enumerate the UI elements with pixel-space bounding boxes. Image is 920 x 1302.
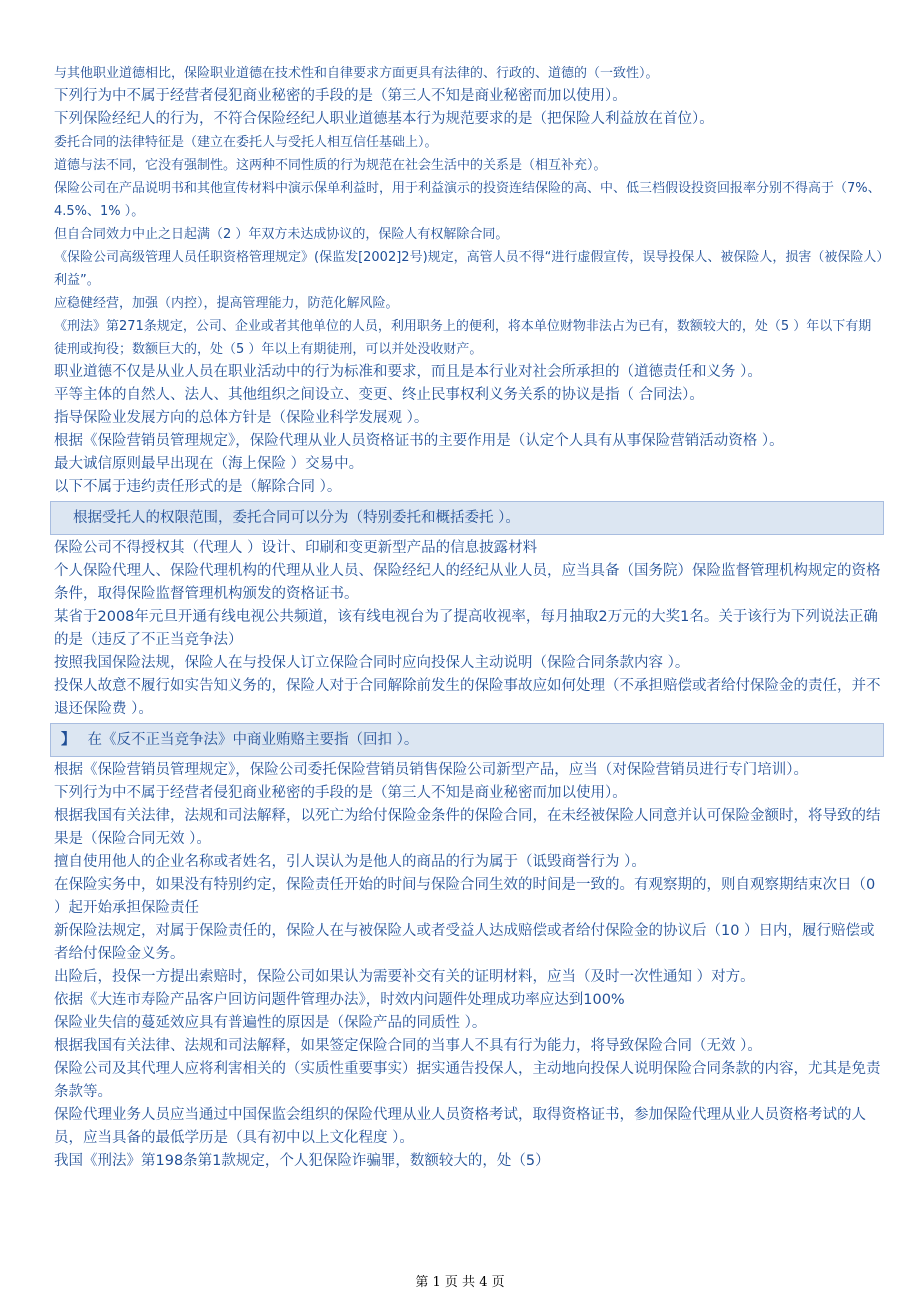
question-line: 《刑法》第271条规定，公司、企业或者其他单位的人员，利用职务上的便利，将本单位财物非法占为已有，数额较大的，处（5 ）年以下有期徒刑或拘役；数额巨大的，处（5 ）年以上有期徒刑，可以并处没收财产。 <box>54 319 872 357</box>
question-line: 下列行为中不属于经营者侵犯商业秘密的手段的是（第三人不知是商业秘密而加以使用）。 <box>54 88 627 104</box>
question-line: 擅自使用他人的企业名称或者姓名，引人误认为是他人的商品的行为属于（诋毁商誉行为 ）。 <box>54 854 646 870</box>
question-line: 保险代理业务人员应当通过中国保监会组织的保险代理从业人员资格考试，取得资格证书，参加保险代理从业人员资格考试的人员，应当具备的最低学历是（具有初中以上文化程度 ）。 <box>54 1107 866 1146</box>
question-line: 根据《保险营销员管理规定》，保险代理从业人员资格证书的主要作用是（认定个人具有从事保险营销活动资格 ）。 <box>54 433 784 449</box>
question-line: 个人保险代理人、保险代理机构的代理从业人员、保险经纪人的经纪从业人员，应当具备（国务院）保险监督管理机构规定的资格条件，取得保险监督管理机构颁发的资格证书。 <box>54 563 881 602</box>
question-line: 最大诚信原则最早出现在（海上保险 ）交易中。 <box>54 456 364 472</box>
question-line: 平等主体的自然人、法人、其他组织之间设立、变更、终止民事权利义务关系的协议是指（ 合同法）。 <box>54 387 704 403</box>
question-line: 在保险实务中，如果没有特别约定，保险责任开始的时间与保险合同生效的时间是一致的。有观察期的，则自观察期结束次日（0 ）起开始承担保险责任 <box>54 877 876 916</box>
question-line: 保险公司及其代理人应将利害相关的（实质性重要事实）据实通告投保人，主动地向投保人说明保险合同条款的内容，尤其是免责条款等。 <box>54 1061 881 1100</box>
question-list-3 <box>54 759 884 1173</box>
question-line: 与其他职业道德相比，保险职业道德在技术性和自律要求方面更具有法律的、行政的、道德的（一致性）。 <box>54 66 659 81</box>
question-line: 依据《大连市寿险产品客户回访问题件管理办法》，时效内问题件处理成功率应达到100% <box>54 992 625 1008</box>
page-footer: 第 1 页 共 4 页 <box>415 1275 505 1290</box>
highlighted-line-text: 根据受托人的权限范围，委托合同可以分为（特别委托和概括委托 ）。 <box>73 510 520 526</box>
question-line: 下列行为中不属于经营者侵犯商业秘密的手段的是（第三人不知是商业秘密而加以使用）。 <box>54 785 627 801</box>
highlighted-line-2 <box>50 723 884 757</box>
question-line: 保险公司在产品说明书和其他宣传材料中演示保单利益时，用于利益演示的投资连结保险的高、中、低三档假设投资回报率分别不得高于（7%、4.5%、1% ）。 <box>54 181 881 219</box>
question-line: 下列保险经纪人的行为，不符合保险经纪人职业道德基本行为规范要求的是（把保险人利益放在首位）。 <box>54 111 714 127</box>
highlighted-line-1 <box>50 501 884 535</box>
question-line: 道德与法不同，它没有强制性。这两种不同性质的行为规范在社会生活中的关系是（相互补充）。 <box>54 158 607 173</box>
question-line: 根据《保险营销员管理规定》，保险公司委托保险营销员销售保险公司新型产品，应当（对保险营销员进行专门培训）。 <box>54 762 808 778</box>
question-list-2 <box>54 537 884 721</box>
question-line: 《保险公司高级管理人员任职资格管理规定》(保监发[2002]2号)规定，高管人员不得“进行虚假宣传，误导投保人、被保险人，损害（被保险人）利益”。 <box>54 250 883 288</box>
question-line: 应稳健经营，加强（内控），提高管理能力，防范化解风险。 <box>54 296 399 311</box>
question-line: 但自合同效力中止之日起满（2 ）年双方未达成协议的，保险人有权解除合同。 <box>54 227 509 242</box>
question-line: 根据我国有关法律、法规和司法解释，如果签定保险合同的当事人不具有行为能力，将导致保险合同（无效 ）。 <box>54 1038 762 1054</box>
question-line: 投保人故意不履行如实告知义务的，保险人对于合同解除前发生的保险事故应如何处理（不承担赔偿或者给付保险金的责任，并不退还保险费 ）。 <box>54 678 881 717</box>
question-line: 某省于2008年元旦开通有线电视公共频道，该有线电视台为了提高收视率，每月抽取2万元的大奖1名。关于该行为下列说法正确的是（违反了不正当竞争法） <box>54 609 878 648</box>
document-body <box>54 62 884 1173</box>
question-line: 我国《刑法》第198条第1款规定，个人犯保险诈骗罪，数额较大的，处（5） <box>54 1153 550 1169</box>
question-line: 保险业失信的蔓延效应具有普遍性的原因是（保险产品的同质性 ）。 <box>54 1015 487 1031</box>
question-line: 以下不属于违约责任形式的是（解除合同 ）。 <box>54 479 342 495</box>
bracket-marker: 】 <box>61 732 76 748</box>
question-line: 新保险法规定，对属于保险责任的，保险人在与被保险人或者受益人达成赔偿或者给付保险金的协议后（10 ）日内，履行赔偿或者给付保险金义务。 <box>54 923 875 962</box>
question-list-1 <box>54 62 884 499</box>
question-line: 保险公司不得授权其（代理人 ）设计、印刷和变更新型产品的信息披露材料 <box>54 540 538 556</box>
question-line: 职业道德不仅是从业人员在职业活动中的行为标准和要求，而且是本行业对社会所承担的（道德责任和义务 ）。 <box>54 364 762 380</box>
highlighted-line-text: 在《反不正当竞争法》中商业贿赂主要指（回扣 ）。 <box>87 732 419 748</box>
question-line: 根据我国有关法律，法规和司法解释，以死亡为给付保险金条件的保险合同，在未经被保险人同意并认可保险金额时，将导致的结果是（保险合同无效 ）。 <box>54 808 881 847</box>
question-line: 指导保险业发展方向的总体方针是（保险业科学发展观 ）。 <box>54 410 429 426</box>
question-line: 按照我国保险法规，保险人在与投保人订立保险合同时应向投保人主动说明（保险合同条款内容 ）。 <box>54 655 690 671</box>
question-line: 出险后，投保一方提出索赔时，保险公司如果认为需要补交有关的证明材料，应当（及时一次性通知 ）对方。 <box>54 969 755 985</box>
question-line: 委托合同的法律特征是（建立在委托人与受托人相互信任基础上）。 <box>54 135 438 150</box>
